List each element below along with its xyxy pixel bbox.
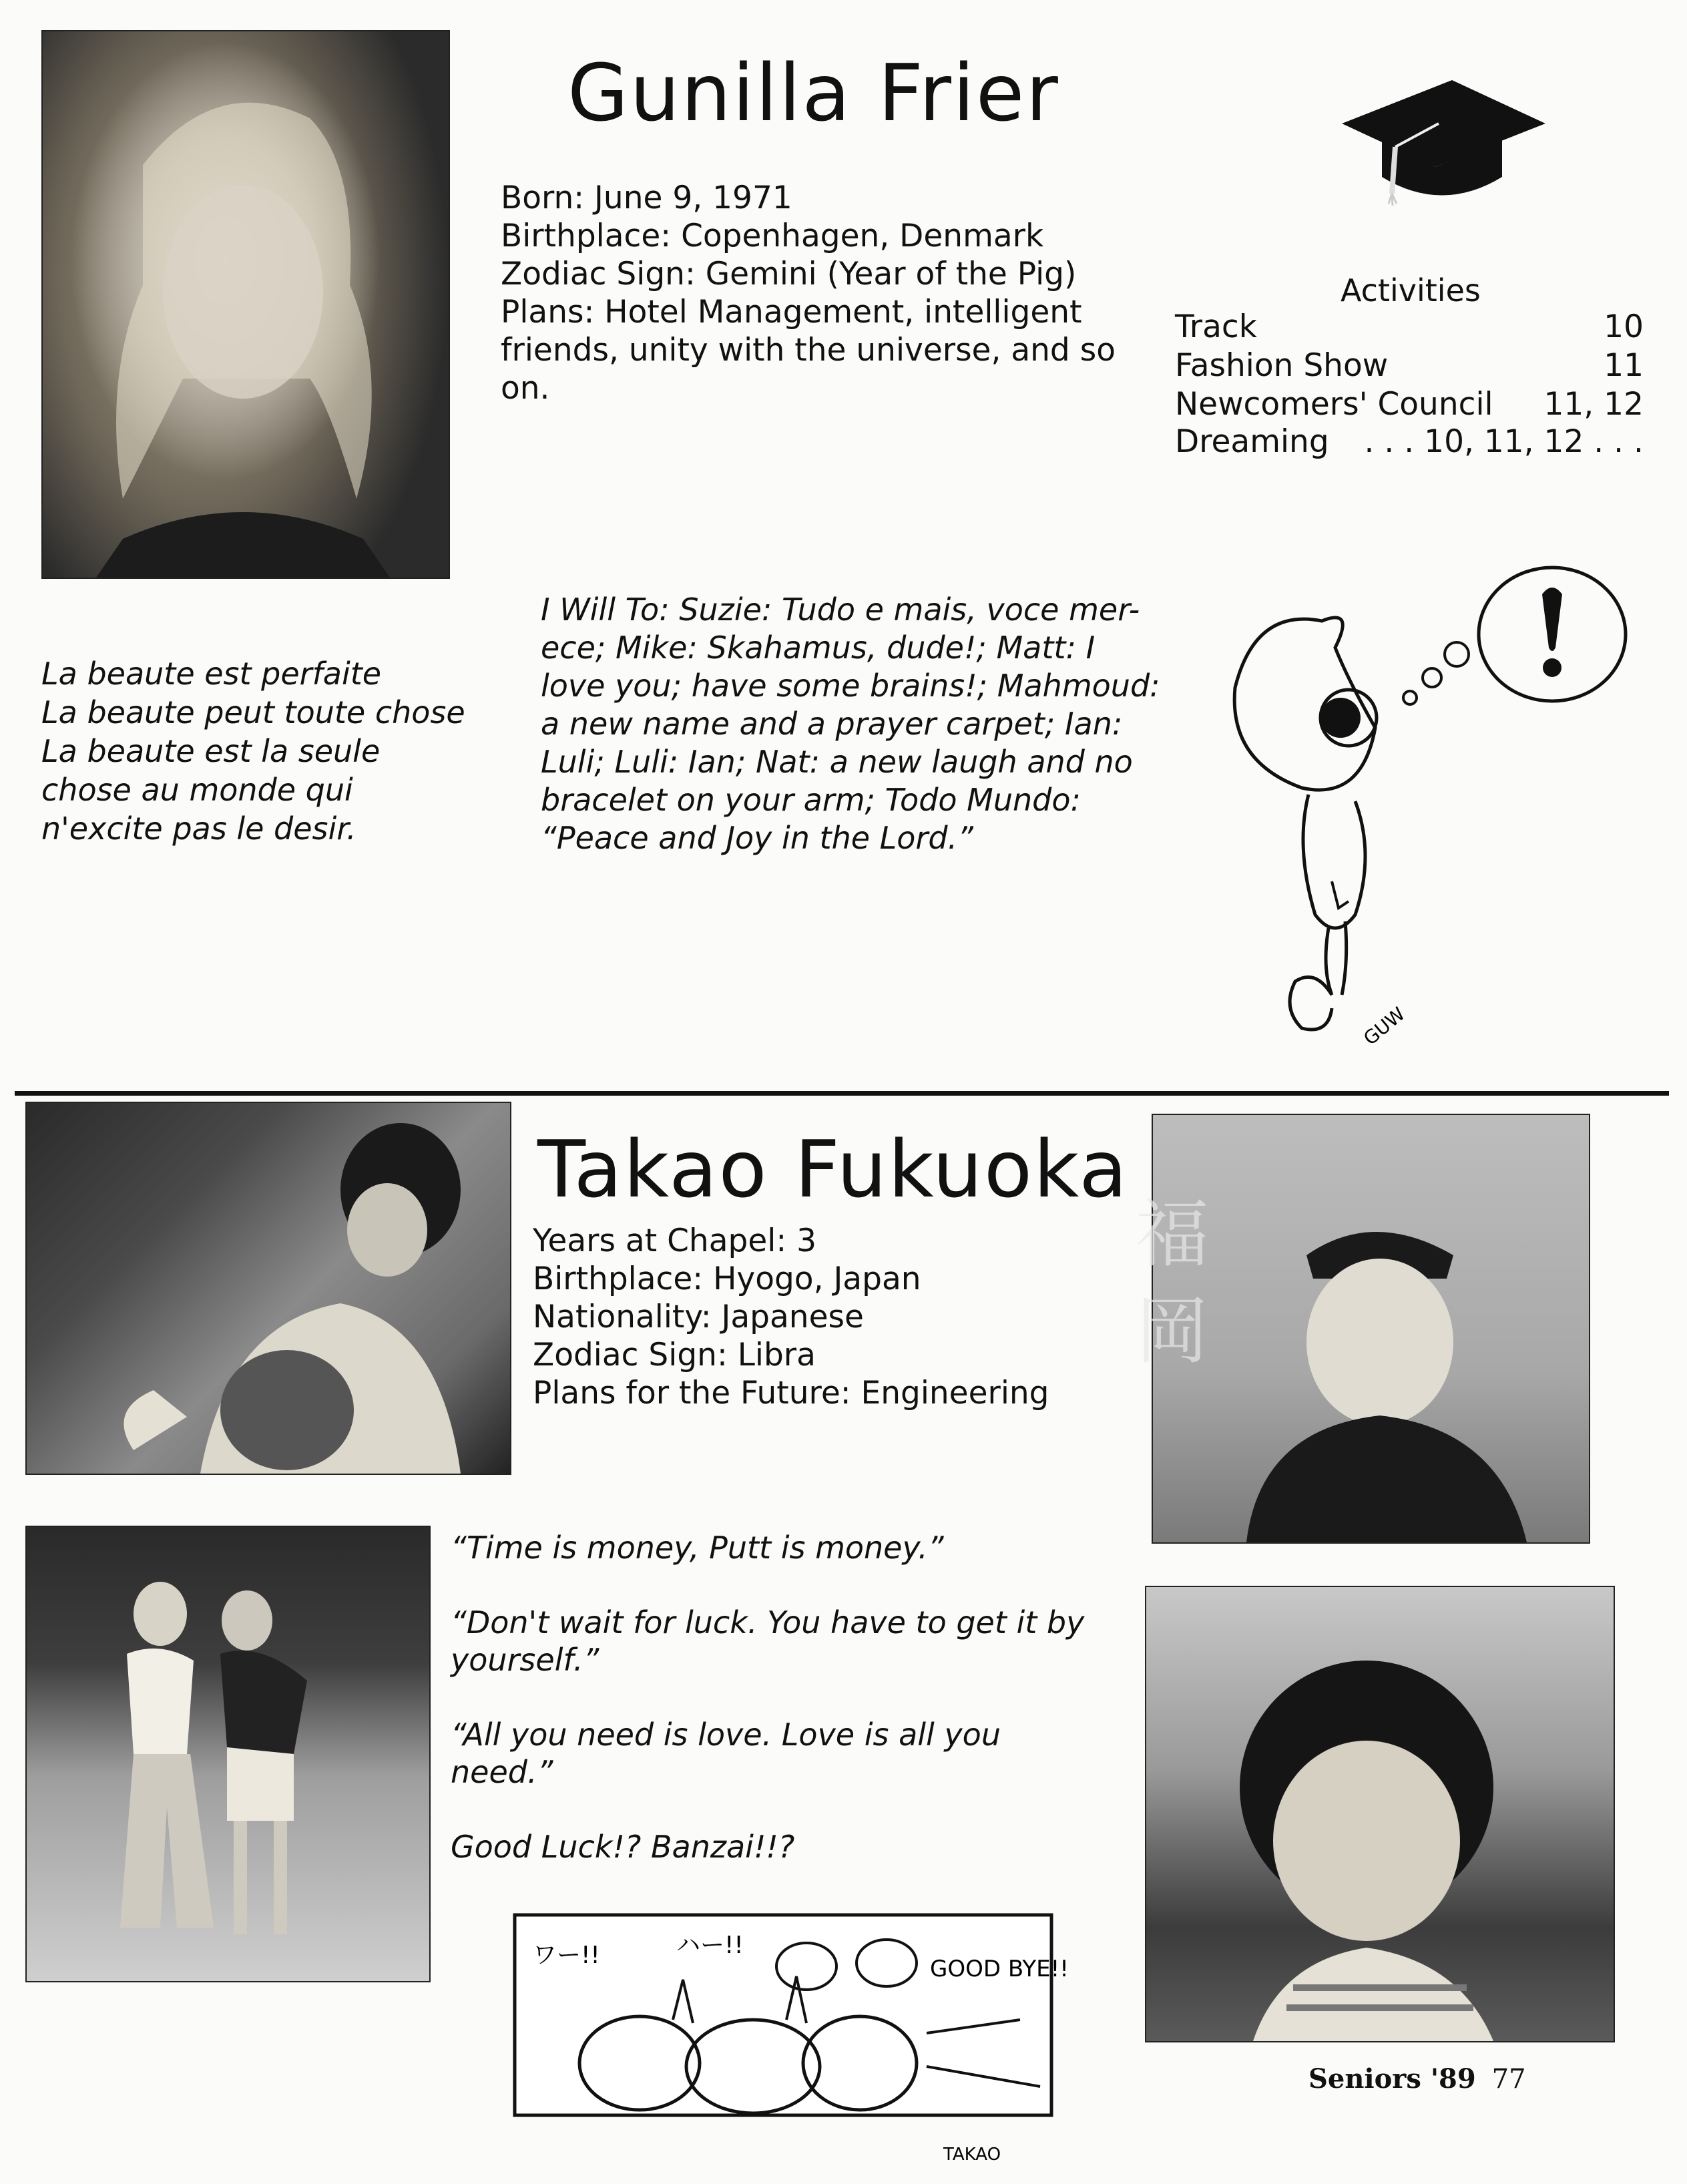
activity-name: Fashion Show bbox=[1175, 347, 1389, 384]
fact-line: Years at Chapel: 3 bbox=[533, 1223, 816, 1259]
student-facts-gunilla bbox=[501, 179, 1116, 407]
portrait-photo-gunilla bbox=[41, 30, 450, 579]
student-name-takao: Takao Fukuoka bbox=[537, 1123, 1129, 1215]
cartoon-signature: TAKAO bbox=[943, 2145, 1001, 2165]
will-line: bracelet on your arm; Todo Mundo: bbox=[541, 782, 1081, 818]
cartoon-text-mid: ハー!! bbox=[676, 1932, 744, 1959]
quote-line: Good Luck!? Banzai!!? bbox=[451, 1829, 795, 1865]
poem-line: La beaute est perfaite bbox=[41, 656, 382, 692]
activity-row bbox=[1175, 347, 1644, 384]
fact-line: Nationality: Japanese bbox=[533, 1299, 864, 1335]
quote-line: “All you need is love. Love is all you bbox=[451, 1717, 1001, 1753]
student-name-gunilla: Gunilla Frier bbox=[567, 47, 1059, 139]
photo-takao-peace-sign bbox=[25, 1102, 511, 1475]
activity-name: Newcomers' Council bbox=[1175, 386, 1493, 423]
will-line: I Will To: Suzie: Tudo e mais, voce mer- bbox=[541, 592, 1140, 628]
activity-years: 11, 12 bbox=[1543, 386, 1644, 423]
fact-line: Zodiac Sign: Libra bbox=[533, 1337, 816, 1373]
photo-silhouettes bbox=[1146, 1587, 1614, 2041]
cartoon-text-left: ワー!! bbox=[533, 1942, 600, 1969]
page-footer bbox=[1308, 2063, 1526, 2095]
fact-line: Plans: Hotel Management, intelligent bbox=[501, 294, 1082, 331]
poem-line: chose au monde qui bbox=[41, 772, 353, 808]
section-divider bbox=[15, 1091, 1669, 1096]
quote-line: need.” bbox=[451, 1754, 553, 1790]
activity-row bbox=[1175, 308, 1644, 345]
quotes-block bbox=[451, 1529, 1084, 1866]
fact-line: Plans for the Future: Engineering bbox=[533, 1375, 1049, 1411]
fact-line: on. bbox=[501, 370, 550, 407]
footer-section: Seniors '89 bbox=[1308, 2063, 1476, 2095]
fact-line: Birthplace: Copenhagen, Denmark bbox=[501, 218, 1044, 254]
photo-takao-with-friend bbox=[25, 1526, 431, 1982]
will-line: ece; Mike: Skahamus, dude!; Matt: I bbox=[541, 630, 1096, 666]
activity-name: Track bbox=[1175, 308, 1257, 345]
photo-takao-school-cap bbox=[1124, 1114, 1590, 1544]
eye-creature-doodle bbox=[1215, 568, 1642, 1068]
quote-line: “Time is money, Putt is money.” bbox=[451, 1530, 944, 1566]
activity-row bbox=[1175, 423, 1644, 460]
cartoon-birds-drawing bbox=[513, 1913, 1069, 2170]
activities-title: Activities bbox=[1341, 272, 1481, 308]
will-line: a new name and a prayer carpet; Ian: bbox=[541, 706, 1123, 742]
poem-line: n'excite pas le desir. bbox=[41, 811, 356, 847]
fact-line: Born: June 9, 1971 bbox=[501, 180, 792, 216]
student-facts-takao bbox=[533, 1222, 1049, 1412]
poem-line: La beaute est la seule bbox=[41, 733, 381, 769]
fact-line: friends, unity with the universe, and so bbox=[501, 332, 1116, 369]
poem-line: La beaute peut toute chose bbox=[41, 694, 465, 730]
photo-silhouettes bbox=[1124, 1115, 1589, 1542]
graduation-cap-icon bbox=[1335, 60, 1549, 214]
portrait-silhouette bbox=[43, 31, 449, 578]
will-line: love you; have some brains!; Mahmoud: bbox=[541, 668, 1160, 704]
will-text bbox=[541, 591, 1160, 857]
cartoon-text-right: GOOD BYE!! bbox=[930, 1956, 1069, 1982]
fact-line: Zodiac Sign: Gemini (Year of the Pig) bbox=[501, 256, 1077, 292]
will-line: “Peace and Joy in the Lord.” bbox=[541, 820, 973, 856]
french-poem bbox=[41, 654, 465, 848]
activity-years: 10 bbox=[1604, 308, 1644, 345]
photo-silhouettes bbox=[27, 1527, 429, 1981]
photo-silhouettes bbox=[27, 1103, 510, 1474]
activity-years: . . . 10, 11, 12 . . . bbox=[1364, 423, 1644, 460]
doodle-signature: GUW bbox=[1359, 1002, 1409, 1050]
chalk-text: 福 岡 bbox=[1124, 1195, 1209, 1365]
activity-years: 11 bbox=[1604, 347, 1644, 384]
activity-row bbox=[1175, 386, 1644, 423]
photo-takao-young bbox=[1145, 1586, 1615, 2042]
quote-line: “Don't wait for luck. You have to get it by bbox=[451, 1604, 1085, 1641]
will-line: Luli; Luli: Ian; Nat: a new laugh and no bbox=[541, 744, 1133, 780]
footer-page-number: 77 bbox=[1491, 2064, 1526, 2095]
activity-name: Dreaming bbox=[1175, 423, 1329, 460]
quote-line: yourself.” bbox=[451, 1642, 599, 1678]
fact-line: Birthplace: Hyogo, Japan bbox=[533, 1261, 921, 1297]
